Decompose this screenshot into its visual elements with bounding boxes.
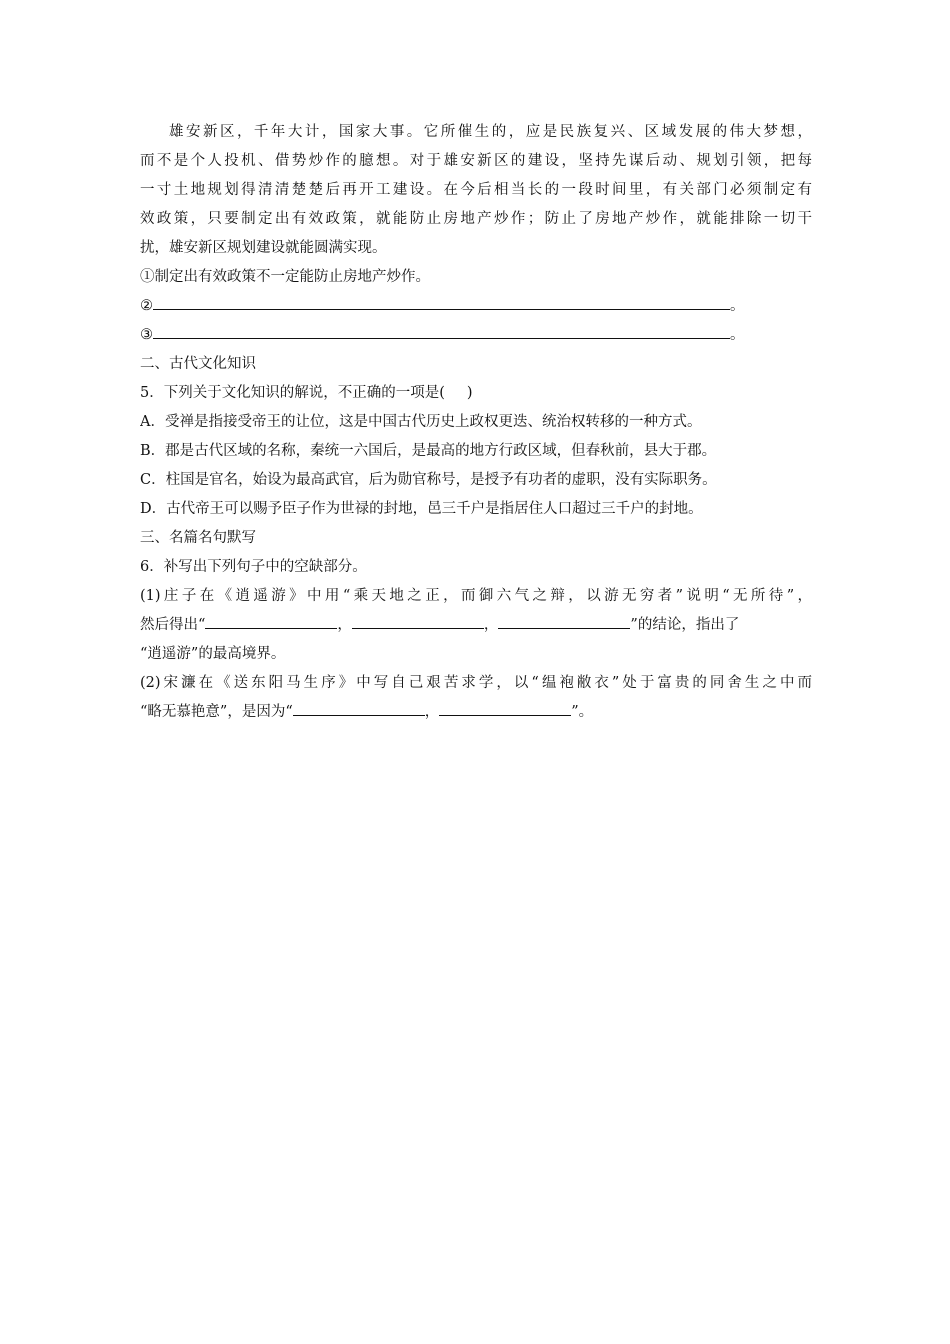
item-2-period: 。	[730, 298, 745, 314]
question-6-2-line: (2)宋濂在《送东阳马生序》中写自己艰苦求学，以“缊袍敝衣”处于富贵的同舍生之中而	[140, 675, 812, 691]
question-5-stem	[140, 379, 812, 408]
dictation-blank-2[interactable]	[352, 612, 484, 629]
question-6-1-text: ”的结论，指出了	[630, 617, 740, 633]
dictation-blank-5[interactable]	[439, 699, 571, 716]
dictation-blank-3[interactable]	[498, 612, 630, 629]
answer-item-2	[140, 292, 812, 321]
section-heading-dictation: 三、名篇名句默写	[140, 530, 256, 546]
answer-blank-3[interactable]	[153, 322, 730, 339]
option-b: B．郡是古代区域的名称，秦统一六国后，是最高的地方行政区域，但春秋前，县大于郡。	[140, 443, 717, 459]
question-5-text: 5．下列关于文化知识的解说，不正确的一项是(	[140, 385, 445, 401]
passage-line: 雄安新区，千年大计，国家大事。它所催生的，应是民族复兴、区域发展的伟大梦想，	[169, 124, 812, 140]
answer-item-3	[140, 321, 812, 350]
question-6-2-text: “略无慕艳意”，是因为“	[140, 704, 293, 720]
document-page	[140, 118, 812, 727]
question-6-stem: 6．补写出下列句子中的空缺部分。	[140, 559, 367, 575]
passage-line: 扰，雄安新区规划建设就能圆满实现。	[140, 240, 387, 256]
question-5-close-paren: )	[466, 385, 473, 401]
question-6-1-line: (1)庄子在《逍遥游》中用“乘天地之正，而御六气之辩，以游无穷者”说明“无所待”，	[140, 588, 812, 604]
question-6-1-text: 然后得出“	[140, 617, 206, 633]
comma: ，	[337, 617, 352, 633]
comma: ，	[424, 704, 440, 720]
question-6-2-blanks	[140, 698, 812, 727]
dictation-blank-4[interactable]	[293, 699, 425, 716]
question-6-2-text: ”。	[571, 704, 594, 720]
comma: ，	[483, 617, 499, 633]
passage-line: 而不是个人投机、借势炒作的臆想。对于雄安新区的建设，坚持先谋后动、规划引领，把每	[140, 153, 812, 169]
option-d: D．古代帝王可以赐予臣子作为世禄的封地，邑三千户是指居住人口超过三千户的封地。	[140, 501, 703, 517]
option-a: A．受禅是指接受帝王的让位，这是中国古代历史上政权更迭、统治权转移的一种方式。	[140, 414, 702, 430]
section-heading-culture: 二、古代文化知识	[140, 356, 256, 372]
question-6-1-blanks	[140, 611, 812, 640]
dictation-blank-1[interactable]	[205, 612, 337, 629]
item-3-marker: ③	[140, 327, 153, 343]
passage-line: 一寸土地规划得清清楚楚后再开工建设。在今后相当长的一段时间里，有关部门必须制定有	[140, 182, 812, 198]
answer-item-1: ①制定出有效政策不一定能防止房地产炒作。	[140, 269, 430, 285]
question-6-1-line: “逍遥游”的最高境界。	[140, 646, 286, 662]
option-c: C．柱国是官名，始设为最高武官，后为勋官称号，是授予有功者的虚职，没有实际职务。	[140, 472, 717, 488]
item-2-marker: ②	[140, 298, 153, 314]
passage-line: 效政策，只要制定出有效政策，就能防止房地产炒作；防止了房地产炒作，就能排除一切干	[140, 211, 812, 227]
answer-blank-2[interactable]	[153, 293, 730, 310]
item-3-period: 。	[730, 327, 745, 343]
